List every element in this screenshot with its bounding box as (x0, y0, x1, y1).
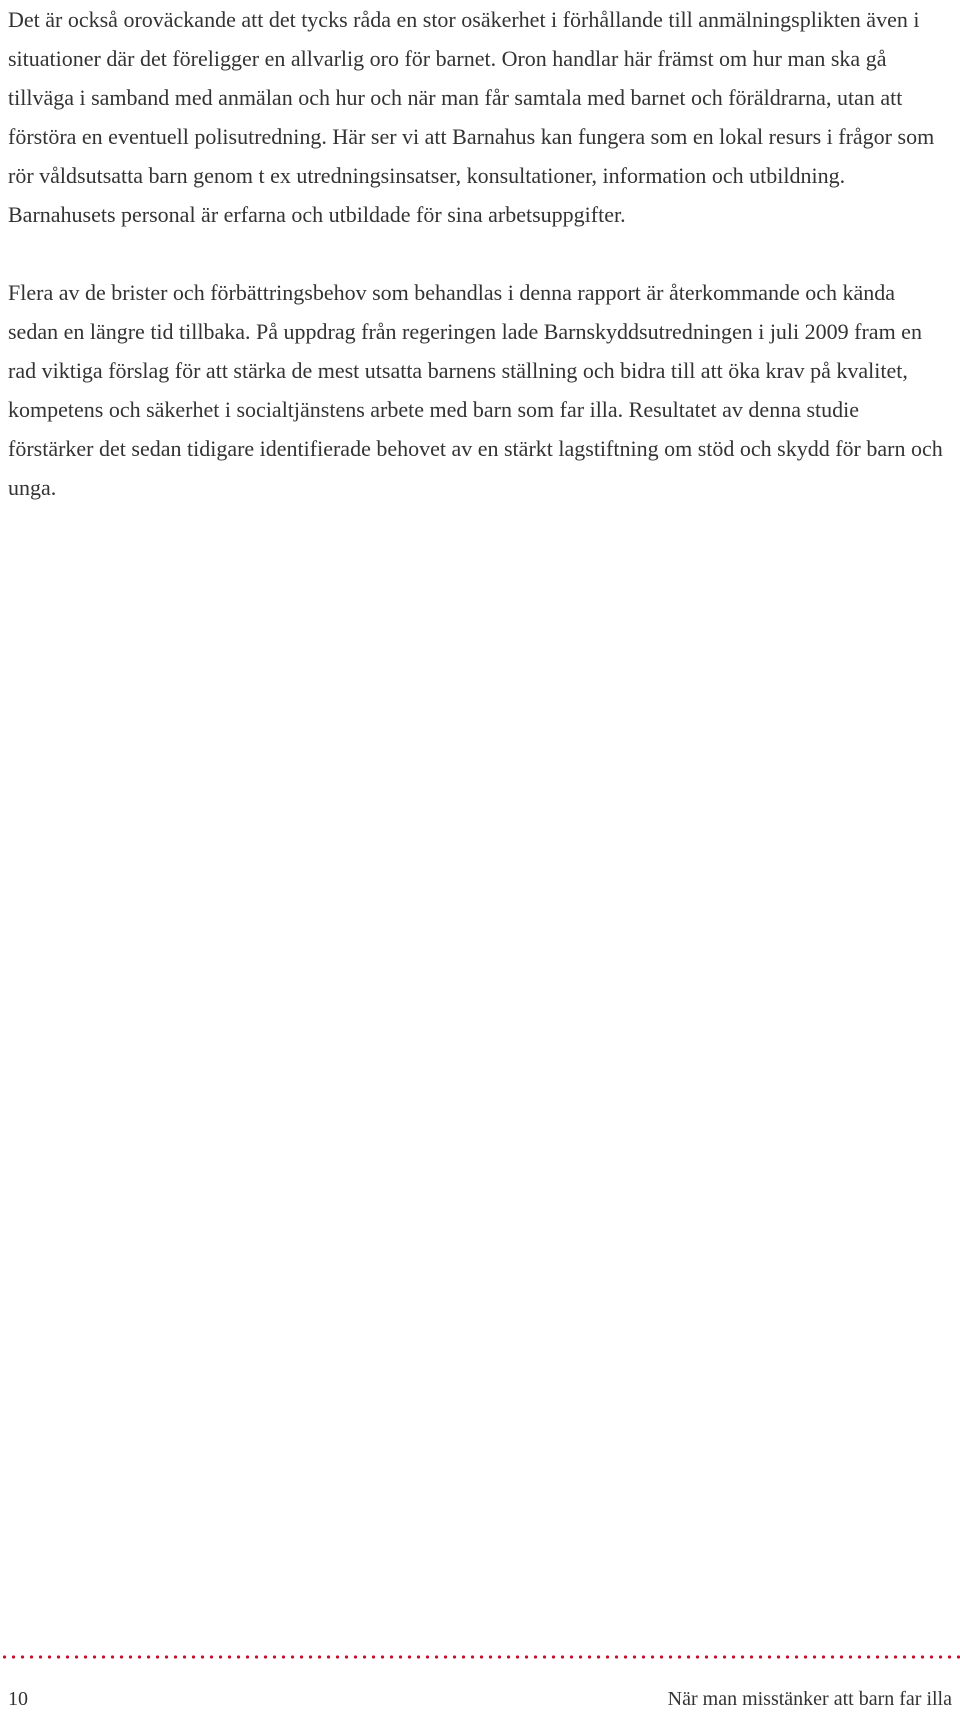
page-footer (8, 1688, 952, 1714)
running-title: När man misstänker att barn far illa (667, 1688, 952, 1710)
page-body (8, 0, 948, 507)
body-paragraph: Det är också oroväckande att det tycks råda en stor osäkerhet i förhållande till anmälningsplikten även i situationer där det föreligger en allvarlig oro för barnet. Oron handlar här främst om hur man ska gå tillväga i samband med anmälan och hur och när man får samtala med barnet och föräldrarna, utan att förstöra en eventuell polisutredning. Här ser vi att Barnahus kan fungera som en lokal resurs i frågor som rör våldsutsatta barn genom t ex utredningsinsatser, konsultationer, information och utbildning. Barnahusets personal är erfarna och utbildade för sina arbetsuppgifter. (8, 7, 935, 227)
footer-dotted-rule (0, 1655, 960, 1659)
body-paragraph: Flera av de brister och förbättringsbehov som behandlas i denna rapport är återkommande och kända sedan en längre tid tillbaka. På uppdrag från regeringen lade Barnskyddsutredningen i juli 2009 fram en rad viktiga förslag för att stärka de mest utsatta barnens ställning och bidra till att öka krav på kvalitet, kompetens och säkerhet i socialtjänstens arbete med barn som far illa. Resultatet av denna studie förstärker det sedan tidigare identifierade behovet av en stärkt lagstiftning om stöd och skydd för barn och unga. (8, 280, 943, 500)
page-number: 10 (8, 1688, 28, 1710)
